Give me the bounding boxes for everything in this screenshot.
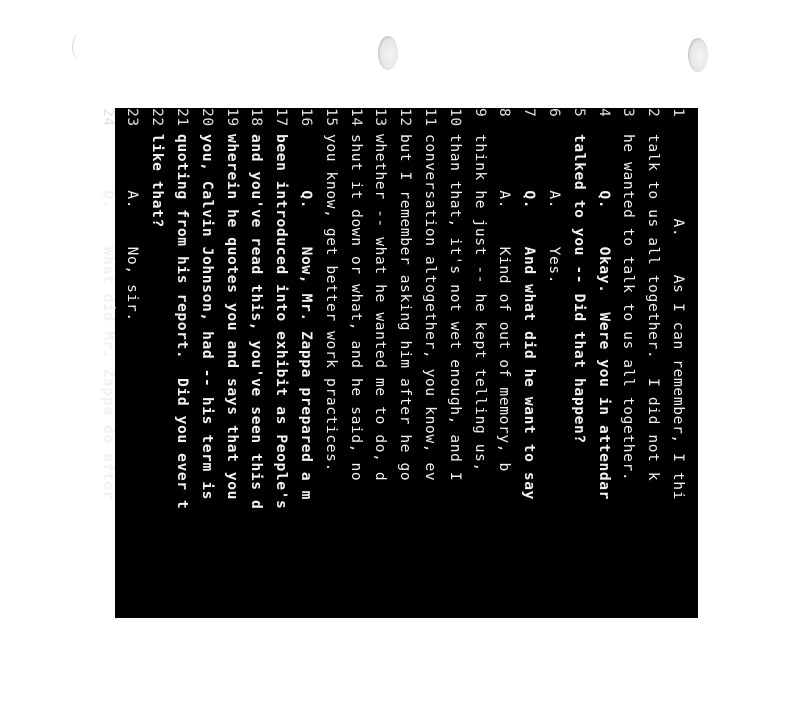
line-number: 4 [595,108,613,118]
line-text: whether -- what he wanted me to do, d [372,134,390,482]
line-number: 12 [397,108,415,127]
transcript-line [95,108,120,708]
line-text: been introduced into exhibit as People's [273,134,291,510]
line-text: A. No, sir. [124,134,142,322]
line-text: A. Kind of out of memory, b [496,134,514,472]
transcript-line [516,108,541,708]
line-text: you, Calvin Johnson, had -- his term is [198,134,216,501]
transcript-line [665,108,690,708]
transcript-line [268,108,293,708]
line-number: 1 [670,108,687,118]
line-number: 21 [174,108,191,127]
line-text: shut it down or what, and he said, no [347,134,365,482]
transcript-line [467,108,492,708]
transcript-line [169,108,194,708]
line-text: talked to you -- Did that happen? [570,134,588,444]
line-text: he wanted to talk to us all together. [620,134,638,482]
line-number: 7 [521,108,539,118]
line-number: 24 [99,108,117,127]
line-number: 16 [298,108,315,127]
line-text: you know, get better work practices. [322,134,340,472]
transcript-page [99,108,698,618]
line-text: and you've read this, you've seen this d [248,134,266,510]
line-number: 23 [124,108,142,127]
line-text: Q. And what did he want to say [521,134,539,501]
line-number: 5 [570,108,588,118]
transcript-line [566,108,591,708]
transcript-line [144,108,169,708]
line-text: Q. Okay. Were you in attendar [595,134,613,501]
line-text: A. As I can remember, I thi [670,134,687,501]
line-number: 9 [471,108,489,118]
transcript-line [640,108,665,708]
line-number: 10 [446,108,464,127]
transcript-line [442,108,467,708]
transcript-line [244,108,269,708]
punch-hole-left [72,34,87,60]
punch-hole-center [378,36,398,70]
punch-hole-right [688,38,708,72]
transcript-line [392,108,417,708]
transcript-line [417,108,442,708]
line-text: talk to us all together. I did not k [645,134,663,482]
line-text: wherein he quotes you and says that you [223,134,241,501]
line-text: think he just -- he kept telling us, [471,134,489,472]
line-number: 20 [198,108,216,127]
transcript-line [120,108,145,708]
transcript-lines [99,108,698,628]
line-number: 19 [223,108,241,127]
line-text: A. Yes. [546,134,563,285]
line-number: 18 [248,108,266,127]
line-text: like that? [149,134,167,228]
line-number: 8 [496,108,514,118]
transcript-line [616,108,641,708]
line-number: 15 [322,108,340,127]
line-text: Q. Now, Mr. Zappa prepared a m [298,134,315,501]
line-number: 11 [422,108,439,127]
transcript-line [492,108,517,708]
line-text: Q. What did Mr. Zappa do after [99,134,117,501]
line-text: than that, it's not wet enough, and I [446,134,464,482]
line-number: 3 [620,108,638,118]
transcript-line [541,108,566,708]
line-number: 2 [645,108,663,118]
transcript-line [219,108,244,708]
line-number: 14 [347,108,365,127]
transcript-line [318,108,343,708]
line-number: 17 [273,108,291,127]
line-text: but I remember asking him after he go [397,134,415,482]
line-text: conversation altogether, you know, ev [422,134,439,482]
line-number: 22 [149,108,167,127]
line-text: quoting from his report. Did you ever t [174,134,191,510]
transcript-line [194,108,219,708]
transcript-line [293,108,318,708]
transcript-line [591,108,616,708]
line-number: 6 [546,108,563,118]
line-number: 13 [372,108,390,127]
transcript-line [368,108,393,708]
transcript-line [343,108,368,708]
